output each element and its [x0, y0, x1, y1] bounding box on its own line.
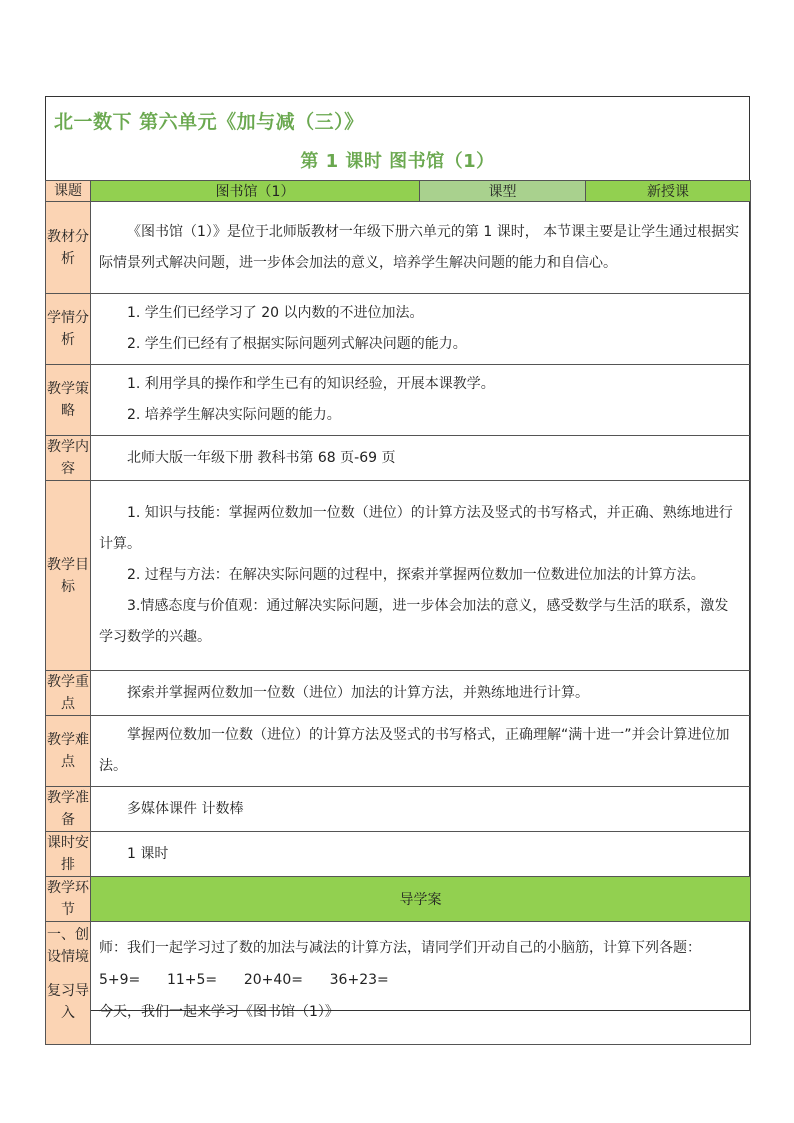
label-difficulty: 教学难点: [46, 716, 91, 787]
course-type-value: 新授课: [586, 181, 751, 202]
strategy-item-2: 2. 培养学生解决实际问题的能力。: [127, 407, 341, 423]
intro-line-2: 5+9= 11+5= 20+40= 36+23=: [99, 972, 389, 988]
label-goals: 教学目标: [46, 481, 91, 671]
row-prep: [46, 787, 751, 832]
course-topic: 图书馆（1）: [91, 181, 420, 202]
label-prep: 教学准备: [46, 787, 91, 832]
goals-item-1: 1. 知识与技能：掌握两位数加一位数（进位）的计算方法及竖式的书写格式，并正确、熟练地进行计算。: [99, 505, 733, 552]
prep-text: 多媒体课件 计数棒: [127, 800, 244, 817]
row-difficulty: [46, 716, 751, 787]
hours-text: 1 课时: [127, 845, 169, 862]
lesson-plan-table: [45, 180, 751, 1045]
label-intro-bottom: 复习导入: [47, 983, 89, 1021]
intro-cell: [91, 922, 751, 1045]
row-hours: [46, 832, 751, 877]
students-cell: [91, 294, 751, 365]
strategy-cell: [91, 365, 751, 436]
row-strategy: [46, 365, 751, 436]
key-text: 探索并掌握两位数加一位数（进位）加法的计算方法，并熟练地进行计算。: [127, 684, 589, 701]
lesson-plan-frame: [45, 96, 750, 1021]
key-cell: [91, 671, 751, 716]
row-stage: [46, 877, 751, 922]
goals-item-2: 2. 过程与方法：在解决实际问题的过程中，探索并掌握两位数加一位数进位加法的计算方法。: [127, 567, 705, 583]
prep-cell: [91, 787, 751, 832]
label-key: 教学重点: [46, 671, 91, 716]
students-item-2: 2. 学生们已经有了根据实际问题列式解决问题的能力。: [127, 336, 467, 352]
strategy-item-1: 1. 利用学具的操作和学生已有的知识经验，开展本课教学。: [127, 376, 495, 392]
label-strategy: 教学策略: [46, 365, 91, 436]
goals-item-3: 3.情感态度与价值观：通过解决实际问题，进一步体会加法的意义，感受数学与生活的联系，激发学习数学的兴趣。: [99, 598, 729, 645]
lesson-title: 第 1 课时 图书馆（1）: [300, 151, 495, 172]
course-row: [46, 181, 751, 202]
hours-cell: [91, 832, 751, 877]
row-goals: [46, 481, 751, 671]
difficulty-cell: [91, 716, 751, 787]
course-type-label: 课型: [420, 181, 586, 202]
guide-header: 导学案: [91, 877, 751, 922]
unit-title: 北一数下 第六单元《加与减（三）》: [54, 111, 364, 133]
label-students: 学情分析: [46, 294, 91, 365]
intro-line-1: 师：我们一起学习过了数的加法与减法的计算方法，请同学们开动自己的小脑筋，计算下列各题：: [99, 940, 701, 956]
label-intro-top: 一、创设情境: [47, 927, 89, 965]
label-intro: [46, 922, 91, 1045]
row-key: [46, 671, 751, 716]
row-students: [46, 294, 751, 365]
material-text: 《图书馆（1）》是位于北师版教材一年级下册六单元的第 1 课时， 本节课主要是让学生通过根据实际情景列式解决问题，进一步体会加法的意义，培养学生解决问题的能力和自信心。: [99, 223, 740, 271]
row-content: [46, 436, 751, 481]
label-content: 教学内容: [46, 436, 91, 481]
label-course: 课题: [46, 181, 91, 202]
row-material: [46, 202, 751, 294]
difficulty-text: 掌握两位数加一位数（进位）的计算方法及竖式的书写格式，正确理解“满十进一”并会计算进位加法。: [99, 727, 730, 774]
content-cell: [91, 436, 751, 481]
intro-line-3: 今天，我们一起来学习《图书馆（1）》: [99, 1004, 339, 1020]
row-intro: [46, 922, 751, 1045]
students-item-1: 1. 学生们已经学习了 20 以内数的不进位加法。: [127, 305, 424, 321]
label-hours: 课时安排: [46, 832, 91, 877]
label-stage: 教学环节: [46, 877, 91, 922]
goals-cell: [91, 481, 751, 671]
material-cell: [91, 202, 751, 294]
label-material: 教材分析: [46, 202, 91, 294]
content-text: 北师大版一年级下册 教科书第 68 页-69 页: [127, 449, 396, 466]
